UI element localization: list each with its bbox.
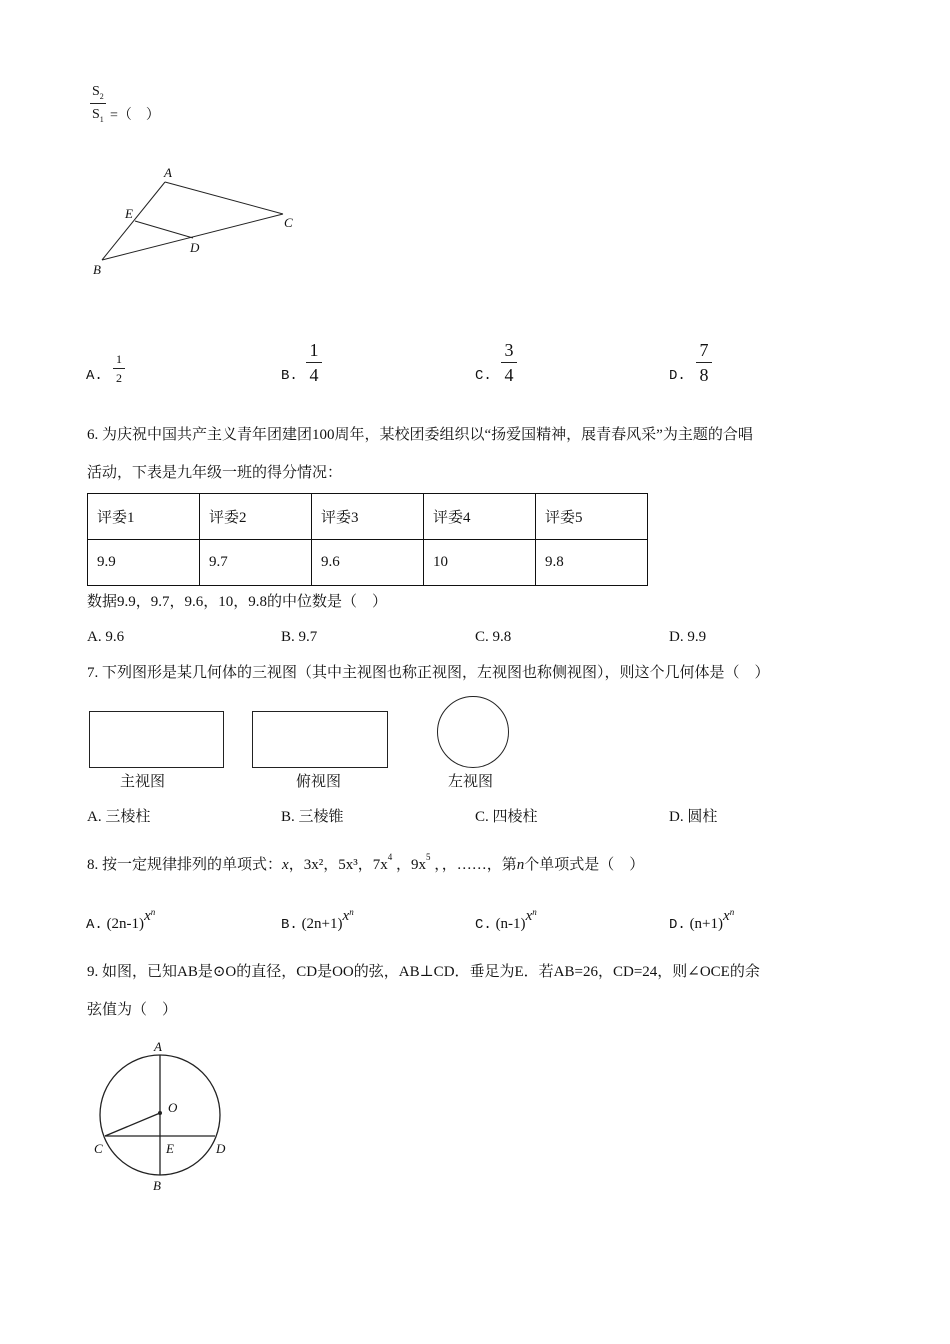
q8-term4-exp: 4 [387,852,393,862]
option-coef: (n+1) [689,916,724,932]
q9-stem-line2: 弦值为（ ） [87,1002,178,1018]
table-header-row [88,494,648,540]
table-header-cell: 评委5 [536,494,648,540]
label-a: A [154,1039,162,1054]
q7-side-view-label: 左视图 [448,774,494,790]
q6-option-b[interactable]: B. 9.7 [281,629,318,645]
q5-option-b-letter[interactable]: B. [281,368,298,384]
label-o: O [168,1100,178,1115]
q8-term2: 3x² [303,857,324,873]
q5-option-c-fraction: 3 4 [501,340,517,385]
q8-term1: x [282,857,289,873]
q9-stem-line1: 9. 如图，已知AB是⊙O的直径，CD是OO的弦，AB⊥CD．垂足为E．若AB=26，CD=24，则∠OCE的余 [87,964,760,980]
option-coef: (2n-1) [106,916,145,932]
table-header-cell: 评委3 [312,494,424,540]
q7-option-a[interactable]: A. 三棱柱 [87,809,151,825]
q7-side-view-circle [437,696,509,768]
q7-option-d[interactable]: D. 圆柱 [669,809,718,825]
q8-option-c[interactable] [475,907,537,935]
label-e: E [125,206,133,221]
segment-ac [165,182,283,214]
q7-top-view-label: 俯视图 [296,774,342,790]
table-row [88,540,648,586]
label-d: D [190,240,200,255]
q7-front-view-rect [89,711,224,768]
table-header-cell: 评委2 [200,494,312,540]
q7-top-view-rect [252,711,388,768]
segment-ed [135,221,193,238]
q8-n: n [516,857,525,873]
q8-option-d[interactable] [669,907,735,935]
label-c: C [284,215,293,230]
option-exp: n [349,907,354,917]
option-letter: C. [475,917,492,933]
q7-option-b[interactable]: B. 三棱锥 [281,809,344,825]
table-cell: 9.7 [200,540,312,586]
q5-option-b-fraction: 1 4 [306,340,322,385]
option-base: x [525,908,533,924]
q6-stem-line1: 6. 为庆祝中国共产主义青年团建团100周年，某校团委组织以“扬爱国精神，展青春风采”为主题的合唱 [87,427,753,443]
option-exp: n [150,907,156,917]
option-exp: n [532,907,537,917]
option-base: x [144,908,151,924]
label-a: A [164,165,172,180]
q8-tail: 个单项式是（ ） [524,857,645,873]
table-cell: 9.9 [88,540,200,586]
q5-option-d-fraction: 7 8 [696,340,712,385]
q6-option-d[interactable]: D. 9.9 [669,629,707,645]
q7-stem: 7. 下列图形是某几何体的三视图（其中主视图也称正视图，左视图也称侧视图），则这个几何体是（ ） [87,665,770,681]
option-base: x [723,908,730,924]
q8-suffix: ，……，第 [441,857,517,873]
q6-option-c[interactable]: C. 9.8 [475,629,512,645]
q6-stem-line2: 活动，下表是九年级一班的得分情况： [87,465,343,481]
option-base: x [342,908,350,924]
table-header-cell: 评委1 [88,494,200,540]
table-cell: 9.6 [312,540,424,586]
q5-option-d-letter[interactable]: D. [669,368,686,384]
q8-term5: 9x [411,857,426,873]
option-letter: A. [86,917,103,933]
q6-option-a[interactable]: A. 9.6 [87,629,125,645]
q7-option-c[interactable]: C. 四棱柱 [475,809,538,825]
q8-option-b[interactable] [281,907,354,935]
fraction-bar [90,103,106,104]
option-exp: n [729,907,735,917]
label-e: E [166,1141,174,1156]
label-b: B [93,262,101,277]
q5-formula-denominator: $S_1$ [92,107,104,124]
label-b: B [153,1178,161,1193]
q8-term3: 5x³ [338,857,358,873]
segment-ab [102,182,165,260]
option-coef: (n-1) [495,916,526,932]
option-coef: (2n+1) [301,916,343,932]
q7-front-view-label: 主视图 [120,774,166,790]
table-cell: 10 [424,540,536,586]
q8-prefix: 8. 按一定规律排列的单项式： [87,857,283,873]
q8-stem: 8. 按一定规律排列的单项式：x，3x²，5x³，$7x^4$ ，$9x^5$ ，，……，第n个单项式是（ ） [87,852,645,873]
q8-option-a[interactable] [86,907,156,935]
q5-triangle-figure [85,160,315,285]
q5-option-c-letter[interactable]: C. [475,368,492,384]
q6-score-table [87,493,648,586]
segment-oc [105,1113,160,1136]
q8-term5-exp: 5 [426,852,431,862]
q8-term4: 7x [372,857,388,873]
center-dot [158,1111,162,1115]
label-d: D [216,1141,226,1156]
q5-option-a-letter[interactable]: A. [86,368,103,384]
q5-formula-numerator: $S_2$ [92,84,104,101]
q5-option-a-fraction: 1 2 [113,352,125,385]
q6-question: 数据9.9，9.7，9.6，10，9.8的中位数是（ ） [87,594,388,610]
table-cell: 9.8 [536,540,648,586]
q5-formula [90,82,180,128]
q5-formula-suffix: =（ ） [110,108,160,123]
option-letter: B. [281,917,298,933]
label-c: C [94,1141,103,1156]
q9-circle-figure [88,1035,238,1195]
option-letter: D. [669,917,686,933]
table-header-cell: 评委4 [424,494,536,540]
